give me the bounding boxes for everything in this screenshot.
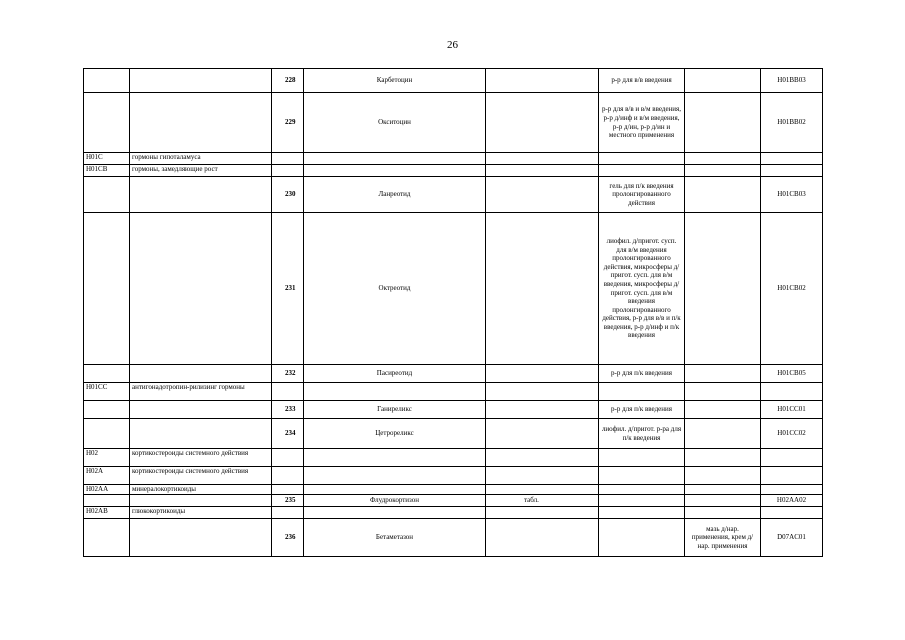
drug-name: Пасиреотид [304, 365, 486, 383]
dosage-form-tablet [486, 383, 599, 401]
atc-group-name [130, 213, 272, 365]
row-number: 230 [272, 177, 304, 213]
table-row [84, 383, 823, 401]
atc-group-name: гормоны, замедляющие рост [130, 165, 272, 177]
atc-group-name: антигонадотропин-рилизинг гормоны [130, 383, 272, 401]
atc-group-name [130, 69, 272, 93]
dosage-form-topical [685, 401, 761, 419]
dosage-form: р-р для в/в и в/м введения, р-р д/инф и в/м введения, р-р д/ин, р-р д/ин и местного применения [599, 93, 685, 153]
atc-group-code: H01CB [84, 165, 130, 177]
dosage-form-topical [685, 383, 761, 401]
row-number [272, 165, 304, 177]
atc-code: H01CB02 [761, 213, 823, 365]
atc-group-code: H02AA [84, 485, 130, 495]
row-number [272, 485, 304, 495]
row-number [272, 449, 304, 467]
dosage-form: р-р для в/в введения [599, 69, 685, 93]
atc-code: H02AA02 [761, 495, 823, 507]
atc-group-name: кортикостероиды системного действия [130, 467, 272, 485]
table-row [84, 519, 823, 557]
drug-name: Бетаметазон [304, 519, 486, 557]
atc-code: H01CB03 [761, 177, 823, 213]
dosage-form-topical [685, 93, 761, 153]
table-row [84, 213, 823, 365]
dosage-form-topical [685, 153, 761, 165]
table-row [84, 449, 823, 467]
atc-group-name [130, 419, 272, 449]
table-row [84, 507, 823, 519]
atc-group-code: H02A [84, 467, 130, 485]
atc-group-code [84, 69, 130, 93]
dosage-form-tablet [486, 507, 599, 519]
dosage-form-tablet [486, 93, 599, 153]
atc-group-name [130, 177, 272, 213]
atc-group-code [84, 213, 130, 365]
row-number: 228 [272, 69, 304, 93]
drug-name: Октреотид [304, 213, 486, 365]
atc-group-code [84, 93, 130, 153]
table-row [84, 495, 823, 507]
table-row [84, 401, 823, 419]
drug-name [304, 165, 486, 177]
atc-code [761, 153, 823, 165]
atc-code: H01CC02 [761, 419, 823, 449]
atc-code [761, 383, 823, 401]
row-number [272, 507, 304, 519]
dosage-form-tablet [486, 449, 599, 467]
drug-name [304, 449, 486, 467]
dosage-form [599, 449, 685, 467]
dosage-form-topical [685, 177, 761, 213]
atc-code: H01BB02 [761, 93, 823, 153]
atc-code [761, 165, 823, 177]
dosage-form-topical [685, 365, 761, 383]
atc-code: H01CB05 [761, 365, 823, 383]
drug-name: Ланреотид [304, 177, 486, 213]
dosage-form-topical [685, 467, 761, 485]
atc-group-code [84, 177, 130, 213]
table-row [84, 165, 823, 177]
table-row [84, 69, 823, 93]
dosage-form-topical [685, 495, 761, 507]
dosage-form [599, 507, 685, 519]
dosage-form [599, 165, 685, 177]
drug-name [304, 507, 486, 519]
atc-code [761, 449, 823, 467]
dosage-form-topical [685, 449, 761, 467]
dosage-form [599, 467, 685, 485]
row-number: 229 [272, 93, 304, 153]
dosage-form-tablet [486, 213, 599, 365]
dosage-form-tablet [486, 401, 599, 419]
atc-group-code [84, 365, 130, 383]
atc-group-name [130, 401, 272, 419]
dosage-form-tablet [486, 519, 599, 557]
drug-name: Окситоцин [304, 93, 486, 153]
drug-name: Карбетоцин [304, 69, 486, 93]
atc-group-name [130, 93, 272, 153]
atc-group-name [130, 519, 272, 557]
drug-name [304, 485, 486, 495]
dosage-form [599, 153, 685, 165]
atc-code [761, 485, 823, 495]
atc-group-code [84, 519, 130, 557]
dosage-form-topical [685, 419, 761, 449]
dosage-form [599, 495, 685, 507]
row-number: 233 [272, 401, 304, 419]
drug-name [304, 153, 486, 165]
drug-name: Флудрокортизон [304, 495, 486, 507]
drug-name [304, 467, 486, 485]
atc-code [761, 507, 823, 519]
table-row [84, 467, 823, 485]
dosage-form-topical [685, 507, 761, 519]
atc-group-name: минералокортикоиды [130, 485, 272, 495]
dosage-form [599, 485, 685, 495]
atc-group-code [84, 419, 130, 449]
row-number: 232 [272, 365, 304, 383]
row-number [272, 153, 304, 165]
dosage-form-tablet: табл. [486, 495, 599, 507]
dosage-form: лиофил. д/пригот. сусп. для в/м введения пролонгированного действия, микросферы д/пригот. сусп. для в/м введения, микросферы д/пригот. сусп. для в/м введения пролонгированного действия, р-р для в/в и п/к введения, р-р д/инф и п/к введения [599, 213, 685, 365]
dosage-form-tablet [486, 485, 599, 495]
atc-group-code: H02 [84, 449, 130, 467]
atc-group-name [130, 365, 272, 383]
row-number: 236 [272, 519, 304, 557]
dosage-form-tablet [486, 165, 599, 177]
atc-group-name: кортикостероиды системного действия [130, 449, 272, 467]
dosage-form-tablet [486, 467, 599, 485]
atc-group-name [130, 495, 272, 507]
row-number: 235 [272, 495, 304, 507]
atc-code: H01BB03 [761, 69, 823, 93]
atc-group-code: H01C [84, 153, 130, 165]
table-row [84, 419, 823, 449]
table-row [84, 365, 823, 383]
atc-code: H01CC01 [761, 401, 823, 419]
atc-group-name: глюкокортикоиды [130, 507, 272, 519]
drug-name: Цетрореликс [304, 419, 486, 449]
dosage-form-tablet [486, 69, 599, 93]
atc-group-code [84, 495, 130, 507]
atc-group-code: H01CC [84, 383, 130, 401]
page-number: 26 [447, 39, 458, 51]
row-number [272, 467, 304, 485]
row-number [272, 383, 304, 401]
atc-code: D07AC01 [761, 519, 823, 557]
atc-code [761, 467, 823, 485]
drug-name: Ганиреликс [304, 401, 486, 419]
dosage-form: р-р для п/к введения [599, 365, 685, 383]
atc-group-code: H02AB [84, 507, 130, 519]
atc-group-code [84, 401, 130, 419]
dosage-form: р-р для п/к введения [599, 401, 685, 419]
table-row [84, 485, 823, 495]
dosage-form [599, 519, 685, 557]
drug-list-table [83, 68, 823, 557]
row-number: 231 [272, 213, 304, 365]
dosage-form-tablet [486, 153, 599, 165]
dosage-form-topical [685, 485, 761, 495]
table-row [84, 177, 823, 213]
dosage-form: лиофил. д/пригот. р-ра для п/к введения [599, 419, 685, 449]
dosage-form-topical: мазь д/нар. применения, крем д/нар. применения [685, 519, 761, 557]
row-number: 234 [272, 419, 304, 449]
dosage-form: гель для п/к введения пролонгированного действия [599, 177, 685, 213]
dosage-form-topical [685, 69, 761, 93]
table-row [84, 153, 823, 165]
dosage-form-tablet [486, 419, 599, 449]
dosage-form-tablet [486, 365, 599, 383]
dosage-form-topical [685, 213, 761, 365]
dosage-form-topical [685, 165, 761, 177]
drug-name [304, 383, 486, 401]
dosage-form [599, 383, 685, 401]
atc-group-name: гормоны гипоталамуса [130, 153, 272, 165]
table-row [84, 93, 823, 153]
dosage-form-tablet [486, 177, 599, 213]
